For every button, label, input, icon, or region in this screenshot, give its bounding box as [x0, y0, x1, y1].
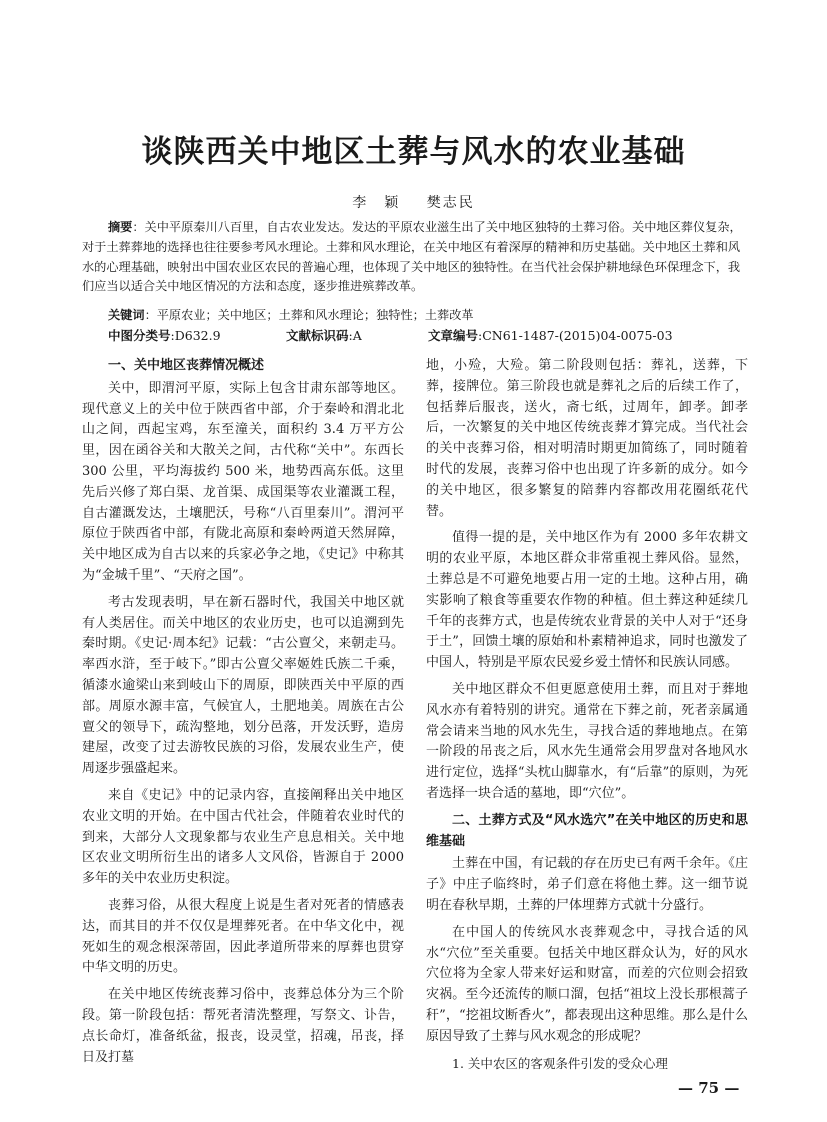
- paragraph: 土葬在中国，有记载的存在历史已有两千余年。《庄子》中庄子临终时，弟子们意在将他土葬。这一细节说明在春秋早期，土葬的尸体埋葬方式就十分盛行。: [426, 856, 748, 913]
- doc-code-value: :A: [348, 328, 362, 343]
- clc-number: [108, 328, 221, 343]
- article-number-value: :CN61-1487-(2015)04-0075-03: [478, 328, 673, 343]
- doc-code-label: 文献标识码: [286, 328, 349, 343]
- keywords: [108, 306, 748, 325]
- authors: [0, 192, 827, 212]
- paragraph: 关中，即渭河平原，实际上包含甘肃东部等地区。现代意义上的关中位于陕西省中部，介于秦岭和渭北北山之间，西起宝鸡，东至潼关，面积约 3.4 万平方公里，因在函谷关和大散关之间，古代称“关中”。东西长 300 公里，平均海拔约 500 米，地势西高东低。这里先后兴修了郑白渠、龙首渠、成国渠等农业灌溉工程，自古灌溉发达，土壤肥沃，号称“八百里秦川”。渭河平原位于陕西省中部，有陇北高原和秦岭两道天然屏障，关中地区成为自古以来的兵家必争之地，《史记》中称其为“金城千里”、“天府之国”。: [82, 380, 404, 583]
- keywords-text: ：平原农业；关中地区；土葬和风水理论；独特性；土葬改革: [144, 308, 474, 322]
- paragraph: 在中国人的传统风水丧葬观念中，寻找合适的风水“穴位”至关重要。包括关中地区群众认为，好的风水穴位将为全家人带来好运和财富，而差的穴位则会招致灾祸。至今还流传的顺口溜，包括“祖坟上没长那根蒿子秆”，“挖祖坟断香火”，都表现出这种思维。那么是什么原因导致了土葬与风水观念的形成呢？: [426, 924, 748, 1044]
- paragraph: 地，小殓，大殓。第二阶段则包括：葬礼，送葬，下葬，接牌位。第三阶段也就是葬礼之后的后续工作了，包括葬后服丧，送火，斋七纸，过周年，卸孝。卸孝后，一次繁复的关中地区传统丧葬才算完成。当代社会的关中丧葬习俗，相对明清时期更加简练了，同时随着时代的发展，丧葬习俗中也出现了许多新的成分。如今的关中地区，很多繁复的陪葬内容都改用花圈纸花代替。: [426, 358, 748, 519]
- paragraph: 在关中地区传统丧葬习俗中，丧葬总体分为三个阶段。第一阶段包括：帮死者清洗整理，写祭文、讣告，点长命灯，准备纸盆，报丧，设灵堂，招魂，吊丧，择日及打墓: [82, 987, 404, 1065]
- paragraph: 来自《史记》中的记录内容，直接阐释出关中地区农业文明的开始。在中国古代社会，伴随着农业时代的到来，大部分人文现象都与农业生产息息相关。关中地区农业文明所衍生出的诸多人文风俗，皆源自于 2000 多年的关中农业历史积淀。: [82, 787, 404, 887]
- section-heading-1: 一、关中地区丧葬情况概述: [108, 358, 265, 373]
- abstract: [82, 218, 750, 297]
- paragraph: 丧葬习俗，从很大程度上说是生者对死者的情感表达，而其目的并不仅仅是埋葬死者。在中华文化中，视死如生的观念根深蒂固，因此孝道所带来的厚葬也贯穿中华文明的历史。: [82, 897, 404, 976]
- article-meta: [108, 326, 748, 345]
- doc-code: [286, 326, 362, 345]
- clc-value: :D632.9: [170, 328, 221, 343]
- keywords-label: 关键词: [108, 308, 145, 322]
- paragraph: 考古发现表明，早在新石器时代，我国关中地区就有人类居住。而关中地区的农业历史，也可以追溯到先秦时期。《史记·周本纪》记载：“古公亶父，来朝走马。率西水浒，至于岐下。”即古公亶父率姬姓氏族二千乘，循漆水逾梁山来到岐山下的周原，即陕西关中平原的西部。周原水源丰富，气候宜人，土肥地美。周族在古公亶父的领导下，疏沟整地，划分邑落，开发沃野，造房建屋，改变了过去游牧民族的习俗，发展农业生产，使周逐步强盛起来。: [82, 594, 404, 777]
- clc-label: 中图分类号: [108, 328, 171, 343]
- article-number: [428, 326, 673, 345]
- left-column: [82, 356, 404, 1074]
- paragraph: 关中地区群众不但更愿意使用土葬，而且对于葬地风水亦有着特别的讲究。通常在下葬之前，死者亲属通常会请来当地的风水先生，寻找合适的葬地地点。在第一阶段的吊丧之后，风水先生通常会用罗盘对各地风水进行定位，选择“头枕山脚靠水，有“后靠”的原则，为死者选择一块合适的墓地，即“穴位”。: [426, 681, 748, 801]
- abstract-label: 摘要: [108, 220, 133, 234]
- subsection-heading-1: 1. 关中农区的客观条件引发的受众心理: [452, 1055, 668, 1071]
- article-number-label: 文章编号: [428, 328, 479, 343]
- page-number: — 75 —: [678, 1079, 740, 1097]
- right-column: [426, 356, 748, 1074]
- article-title: 谈陕西关中地区土葬与风水的农业基础: [141, 134, 686, 170]
- abstract-text: ：关中平原秦川八百里，自古农业发达。发达的平原农业滋生出了关中地区独特的土葬习俗。关中地区葬仪复杂，对于土葬葬地的选择也往往要参考风水理论。土葬和风水理论，在关中地区有着深厚的精神和历史基础。关中地区土葬和风水的心理基础，映射出中国农业区农民的普遍心理，也体现了关中地区的独特性。在当代社会保护耕地绿色环保理念下，我们应当以适合关中地区情况的方法和态度，逐步推进殡葬改革。: [82, 220, 742, 294]
- author-2: 樊志民: [426, 195, 475, 211]
- author-1: 李 颖: [352, 195, 401, 211]
- section-heading-2: 二、土葬方式及“风水选穴”在关中地区的历史和思维基础: [426, 812, 748, 849]
- paragraph: 值得一提的是，关中地区作为有 2000 多年农耕文明的农业平原，本地区群众非常重视土葬风俗。显然，土葬总是不可避免地要占用一定的土地。这种占用，确实影响了粮食等重要农作物的种植。但土葬这种延续几千年的丧葬方式，也是传统农业背景的关中人对于“还身于土”，回馈土壤的原始和朴素精神追求，同时也激发了中国人，特别是平原农民爱乡爱土情怀和民族认同感。: [426, 530, 748, 671]
